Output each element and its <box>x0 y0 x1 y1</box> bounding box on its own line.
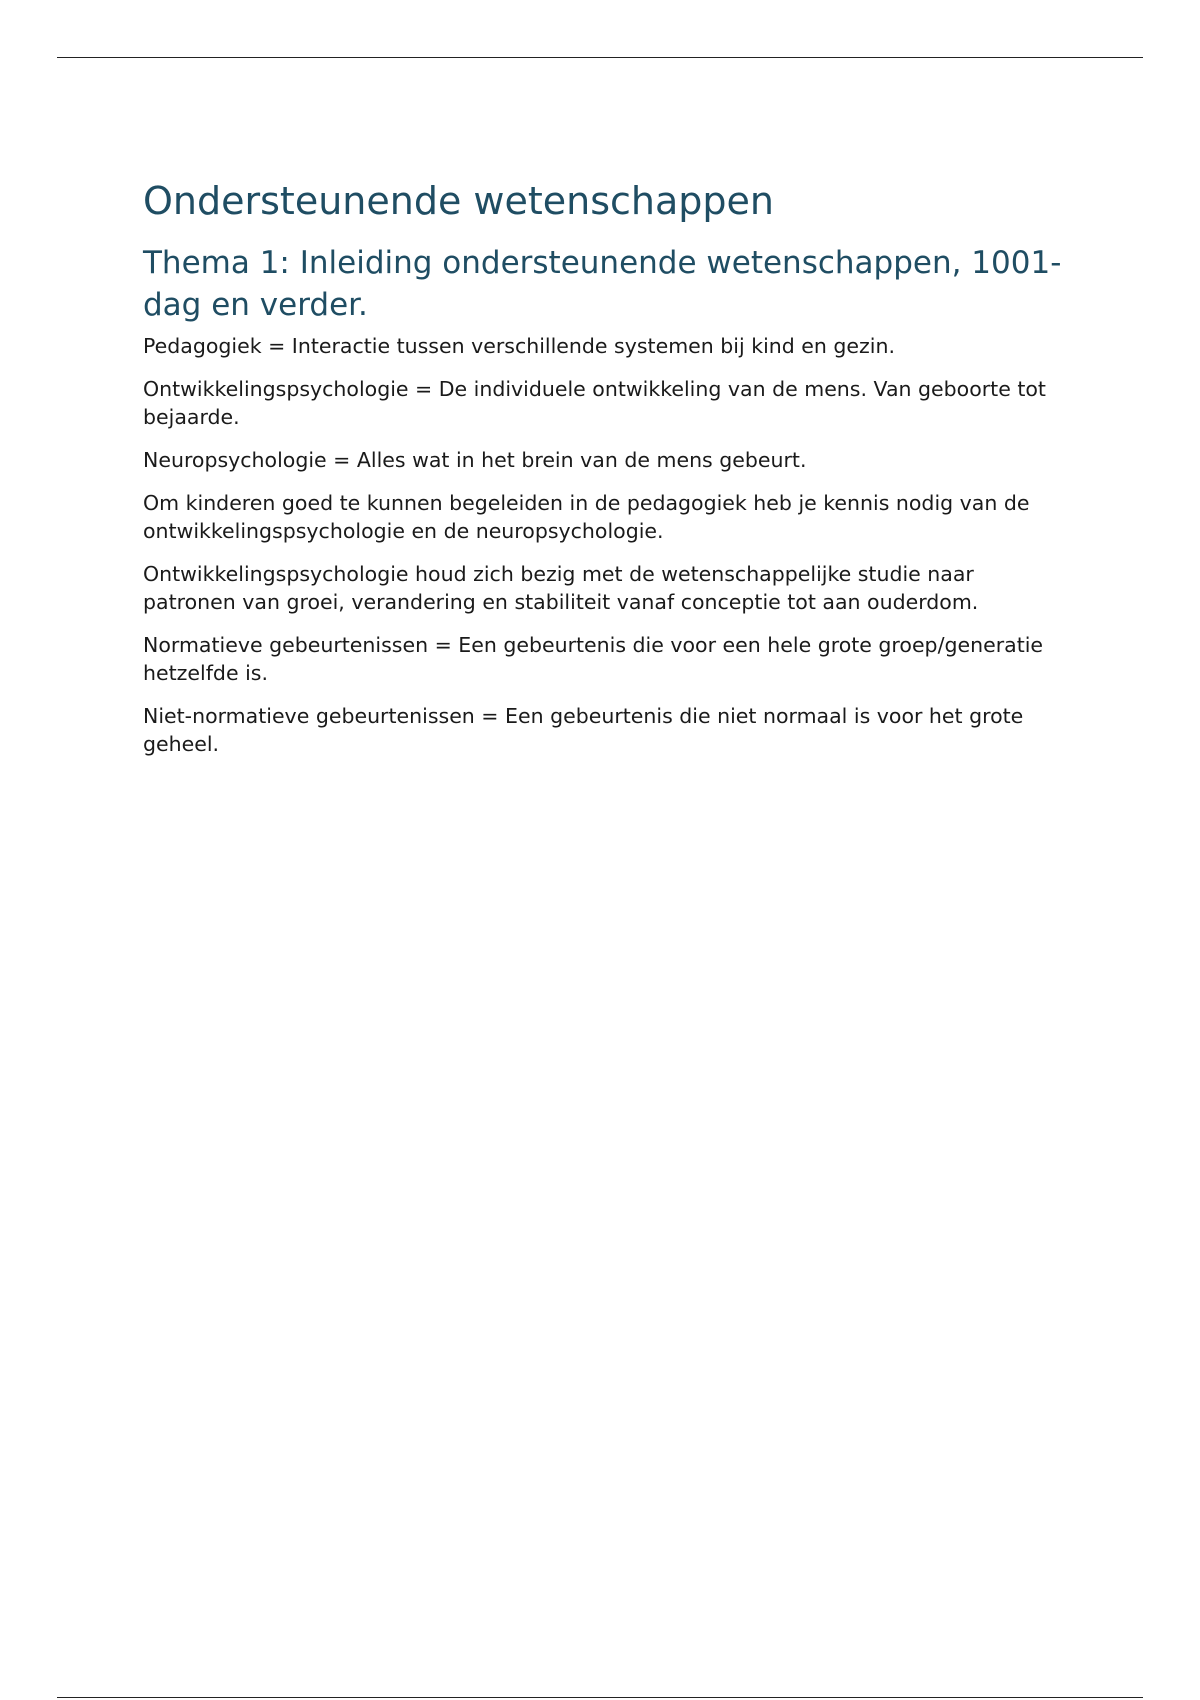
document-title: Ondersteunende wetenschappen <box>143 179 774 223</box>
page-footer-rule <box>57 1697 1143 1698</box>
paragraph-neuropsychologie: Neuropsychologie = Alles wat in het brein van de mens gebeurt. <box>143 448 807 472</box>
document-body <box>143 178 1063 773</box>
paragraph-begeleiden: Om kinderen goed te kunnen begeleiden in de pedagogiek heb je kennis nodig van de ontwikkelingspsychologie en de neuropsychologie. <box>143 491 1030 543</box>
paragraph-ontwikkelingspsychologie: Ontwikkelingspsychologie = De individuele ontwikkeling van de mens. Van geboorte tot bejaarde. <box>143 377 1046 429</box>
paragraph-normatieve-gebeurtenissen: Normatieve gebeurtenissen = Een gebeurtenis die voor een hele grote groep/generatie hetzelfde is. <box>143 633 1044 685</box>
page-header-rule <box>57 57 1143 58</box>
paragraph-niet-normatieve-gebeurtenissen: Niet-normatieve gebeurtenissen = Een gebeurtenis die niet normaal is voor het grote geheel. <box>143 704 1024 756</box>
paragraph-list <box>143 332 1063 758</box>
paragraph-pedagogiek: Pedagogiek = Interactie tussen verschillende systemen bij kind en gezin. <box>143 334 896 358</box>
paragraph-wetenschappelijke-studie: Ontwikkelingspsychologie houd zich bezig met de wetenschappelijke studie naar patronen van groei, verandering en stabiliteit vanaf conceptie tot aan ouderdom. <box>143 562 979 614</box>
section-heading: Thema 1: Inleiding ondersteunende wetenschappen, 1001-dag en verder. <box>143 245 1062 323</box>
